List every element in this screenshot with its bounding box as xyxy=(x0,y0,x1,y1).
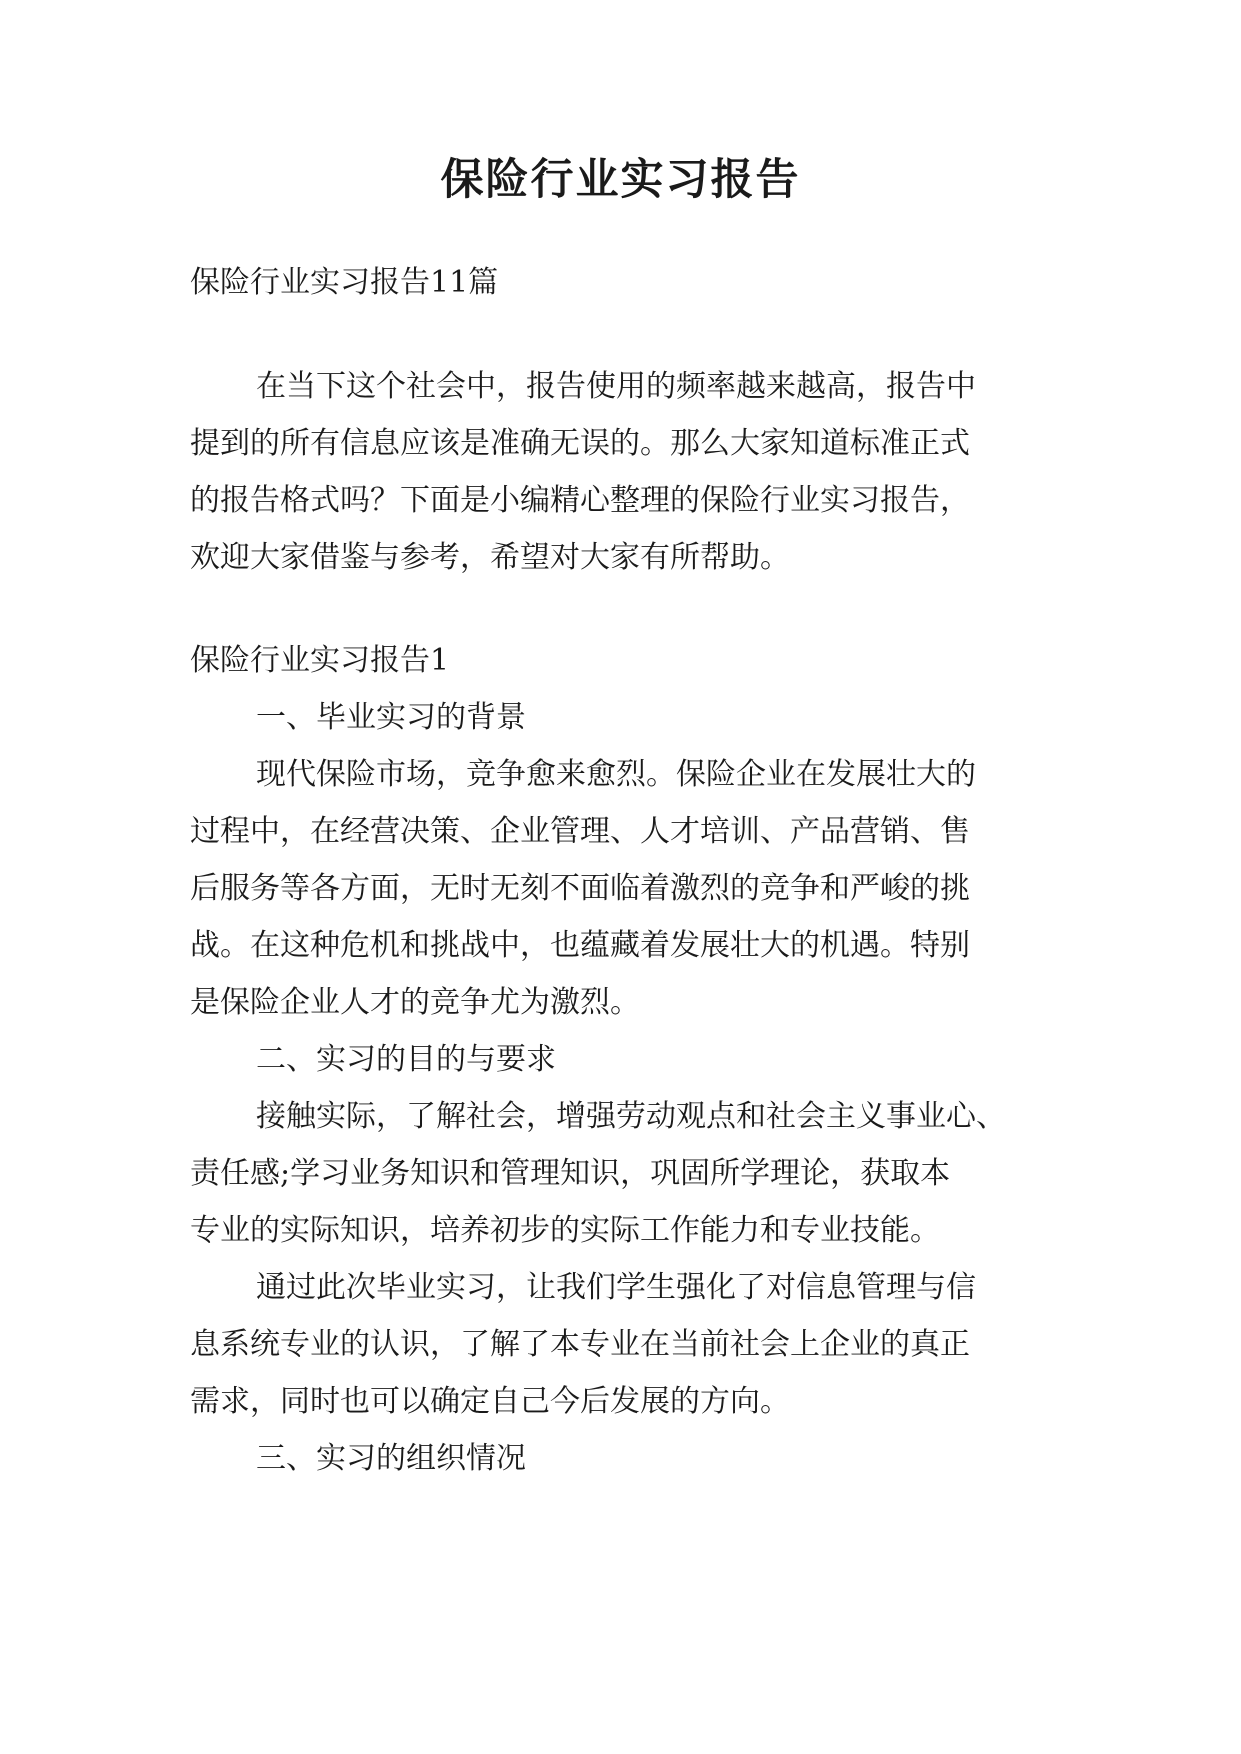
body-line: 通过此次毕业实习，让我们学生强化了对信息管理与信 xyxy=(256,1270,976,1305)
heading-purpose: 二、实习的目的与要求 xyxy=(256,1042,556,1077)
document-title: 保险行业实习报告 xyxy=(440,155,801,205)
body-line: 后服务等各方面，无时无刻不面临着激烈的竞争和严峻的挑 xyxy=(190,871,970,906)
body-line: 接触实际，了解社会，增强劳动观点和社会主义事业心、 xyxy=(256,1099,1006,1134)
body-line: 息系统专业的认识，了解了本专业在当前社会上企业的真正 xyxy=(190,1327,970,1362)
body-line: 战。在这种危机和挑战中，也蕴藏着发展壮大的机遇。特别 xyxy=(190,928,970,963)
body-line: 是保险企业人才的竞争尤为激烈。 xyxy=(190,985,640,1020)
intro-line: 提到的所有信息应该是准确无误的。那么大家知道标准正式 xyxy=(190,426,970,461)
document-subtitle: 保险行业实习报告11篇 xyxy=(190,265,499,300)
body-line: 责任感;学习业务知识和管理知识，巩固所学理论，获取本 xyxy=(190,1156,951,1191)
intro-line: 的报告格式吗？下面是小编精心整理的保险行业实习报告， xyxy=(190,483,970,518)
heading-background: 一、毕业实习的背景 xyxy=(256,700,526,735)
heading-organization: 三、实习的组织情况 xyxy=(256,1441,526,1476)
body-line: 需求，同时也可以确定自己今后发展的方向。 xyxy=(190,1384,790,1419)
intro-line: 欢迎大家借鉴与参考，希望对大家有所帮助。 xyxy=(190,540,790,575)
body-line: 现代保险市场，竞争愈来愈烈。保险企业在发展壮大的 xyxy=(256,757,976,792)
body-line: 过程中，在经营决策、企业管理、人才培训、产品营销、售 xyxy=(190,814,970,849)
body-line: 专业的实际知识，培养初步的实际工作能力和专业技能。 xyxy=(190,1213,940,1248)
section-title: 保险行业实习报告1 xyxy=(190,643,450,678)
intro-line: 在当下这个社会中，报告使用的频率越来越高，报告中 xyxy=(256,369,976,404)
